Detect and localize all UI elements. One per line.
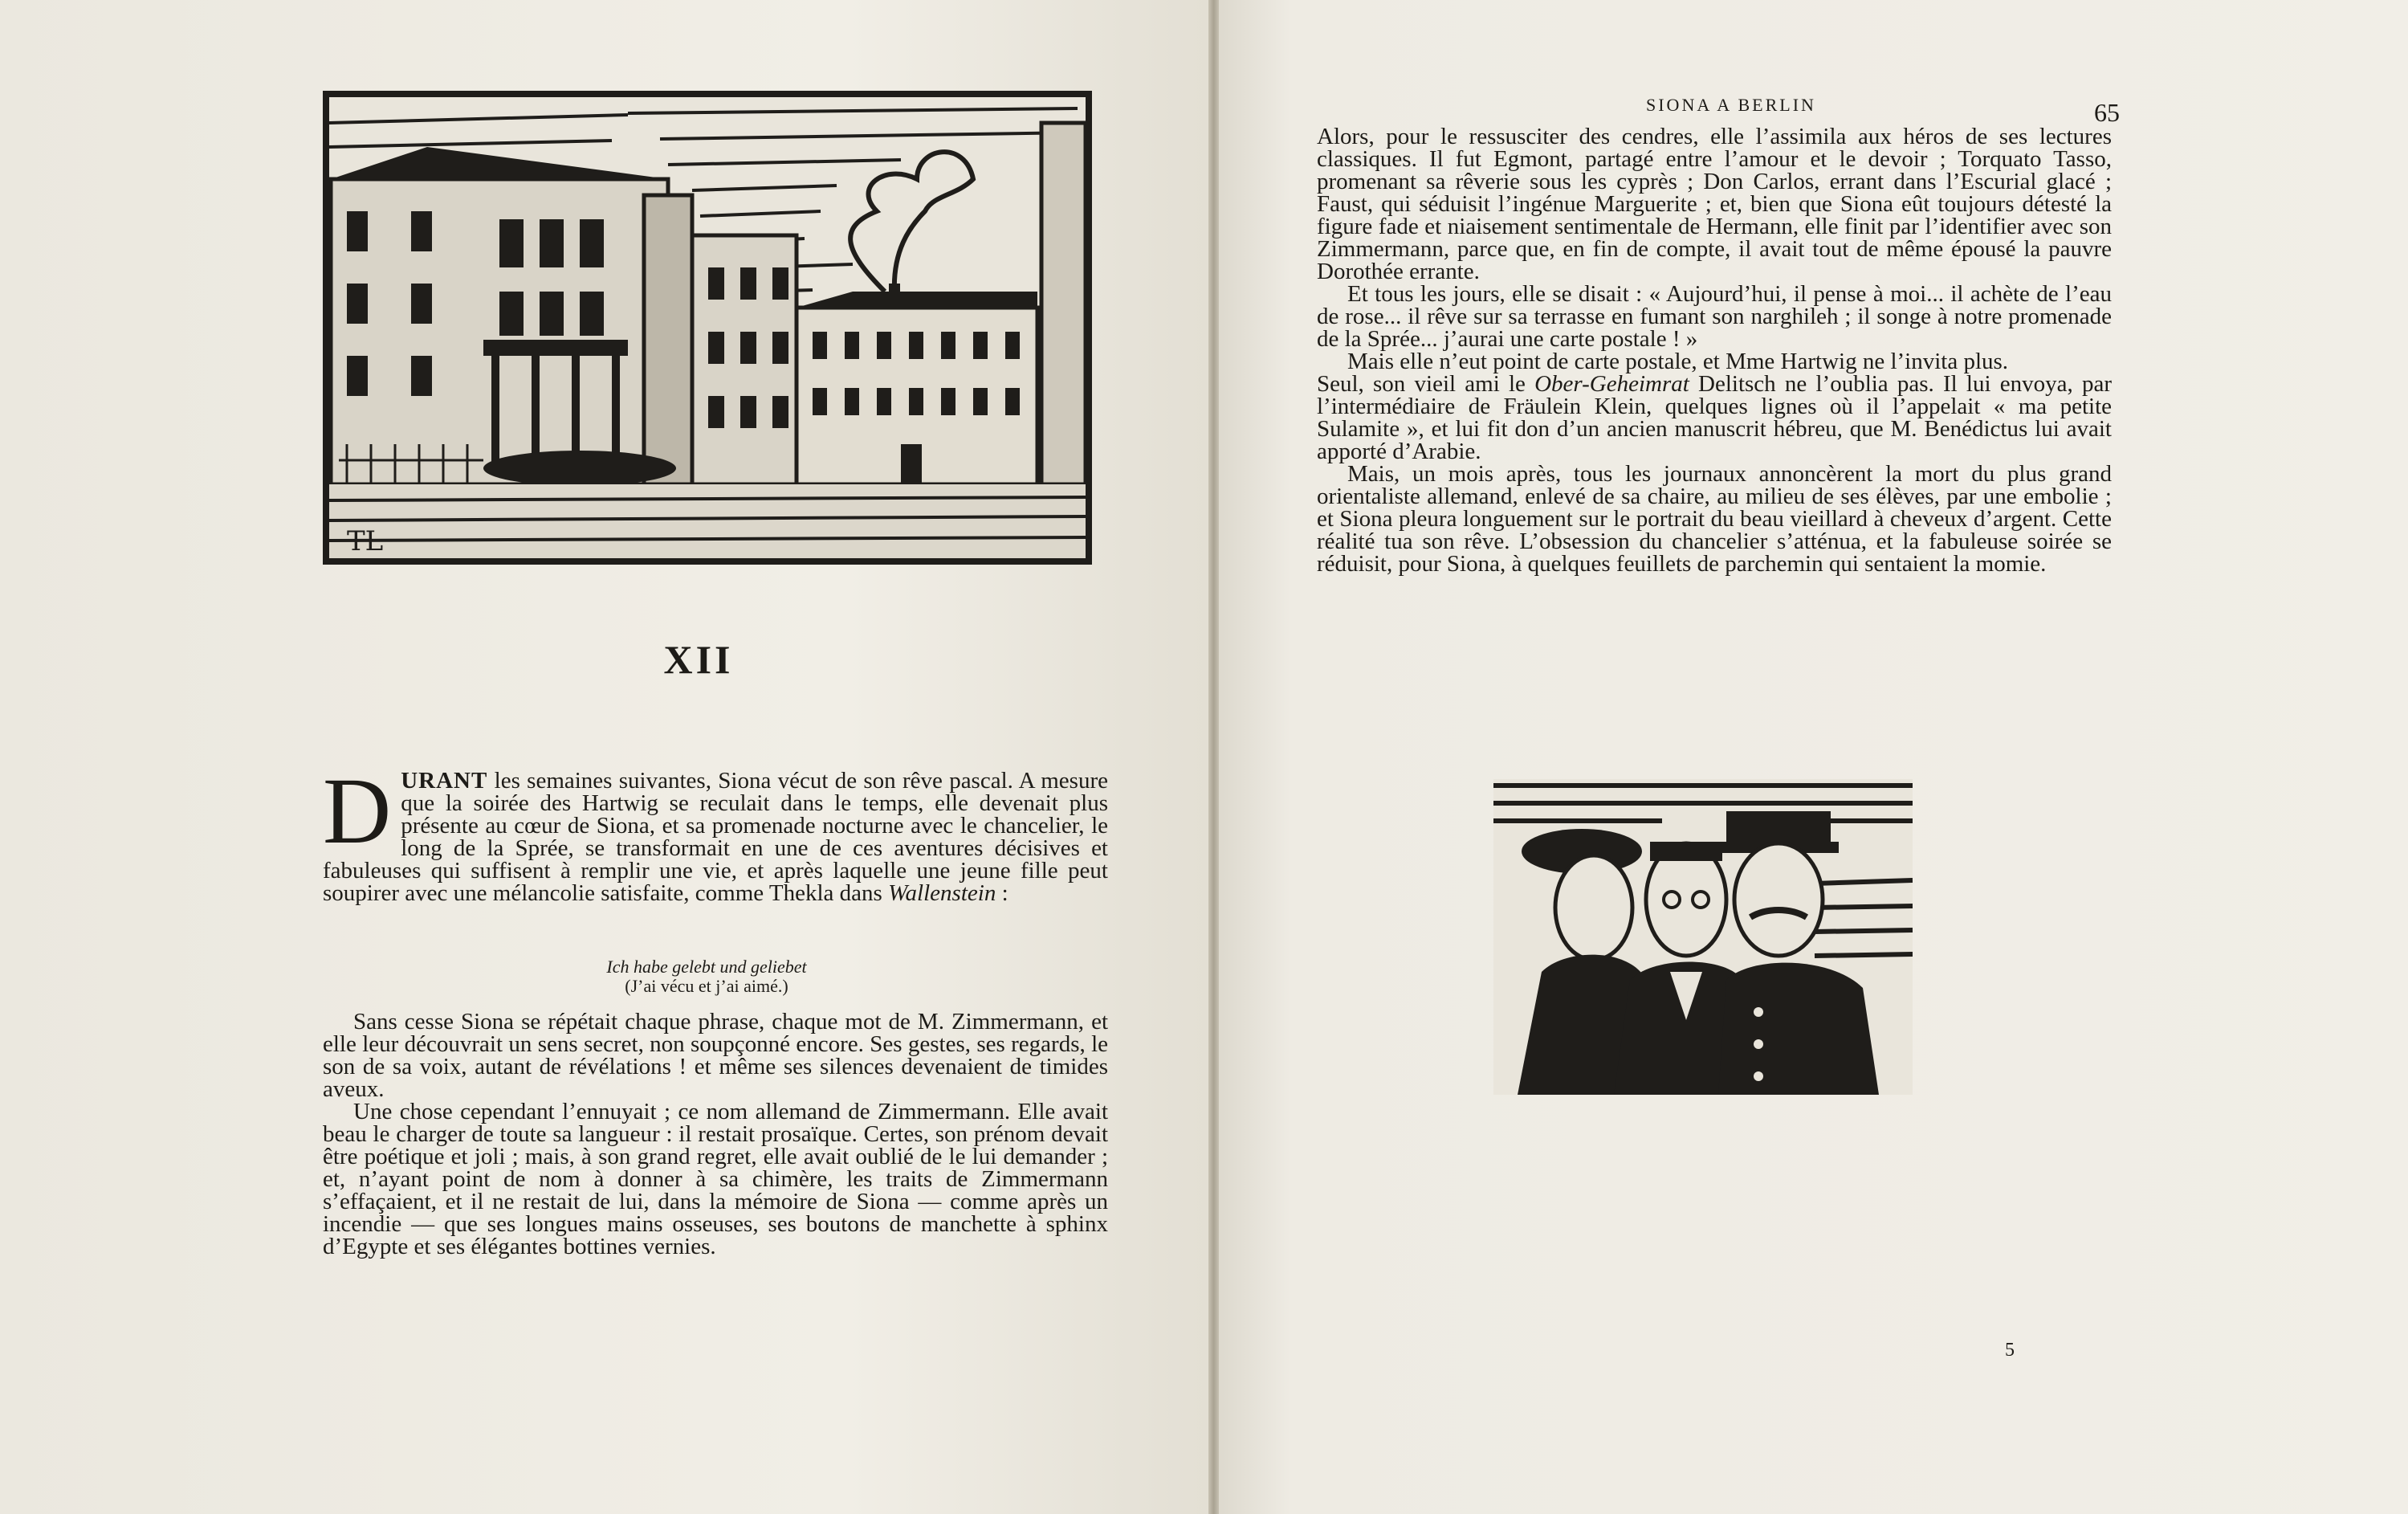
work-title: Wallenstein [888, 880, 996, 906]
opening-text: les semaines suivantes, Siona vécut de son rêve pascal. A mesure que la soirée des Hartwig se reculait dans le temps, elle devenait plus présente au cœur de Siona, et sa promenade nocturne avec le chancelier, le long de la Sprée, se transformait en une de ces aventures décisives et fabuleuses qui suffisent à remplir une vie, et après laquelle une jeune fille peut soupirer avec une mélancolie satisfaite, comme Thekla dans [323, 768, 1108, 906]
italic-title: Ober-Geheimrat [1534, 371, 1689, 397]
verse-quote [562, 957, 851, 996]
paragraph: Mais elle n’eut point de carte postale, et Mme Hartwig ne l’invita plus. [1347, 349, 2009, 374]
woodcut-monogram: TL [347, 525, 384, 557]
left-body-text [323, 1010, 1108, 1258]
paragraph: Mais, un mois après, tous les journaux annoncèrent la mort du plus grand orientaliste allemand, enlevé de sa chaire, au milieu de ses élèves, par une embolie ; et Siona pleura longuement sur le portrait du beau vieillard à cheveux d’argent. Cette réalité tua son rêve. L’obsession du chancelier s’atténua, et la fabuleuse soirée se réduisit, pour Siona, à quelques feuillets de parchemin qui sentaient la momie. [1317, 461, 2112, 577]
quote-german: Ich habe gelebt und geliebet [606, 957, 807, 977]
right-body-text [1317, 125, 2112, 575]
text-run: Delitsch ne l’oublia pas. Il lui envoya, par l’intermédiaire de Fräulein Klein, quelques lignes où il l’appelait « ma petite Sulamite », et lui fit don d’un ancien manuscrit hébreu, que M. Benédictus lui avait apporté d’Arabie. [1317, 371, 2112, 464]
signature-mark: 5 [2005, 1340, 2015, 1361]
woodcut-figures-icon [1493, 779, 1913, 1095]
text-run: Seul, son vieil ami le [1317, 371, 1535, 397]
drop-cap: D [323, 758, 392, 863]
opening-end: : [996, 880, 1008, 906]
quote-french: (J’ai vécu et j’ai aimé.) [625, 976, 788, 996]
woodcut-building-icon [323, 91, 1092, 565]
lead-smallcaps: URANT [401, 768, 488, 794]
chapter-opening-paragraph [323, 758, 1108, 906]
paragraph: Sans cesse Siona se répétait chaque phrase, chaque mot de M. Zimmermann, et elle leur découvrait un sens secret, non soupçonné encore. Ses gestes, ses regards, le son de sa voix, autant de révélations ! et même ses silences devenaient de timides aveux. [323, 1009, 1108, 1102]
paragraph: Et tous les jours, elle se disait : « Aujourd’hui, il pense à moi... il achète de l’eau de rose... il rêve sur sa terrasse en fumant son narghileh ; il songe à notre promenade de la Sprée... j’aurai une carte postale ! » [1317, 281, 2112, 352]
chapter-number: XII [663, 637, 734, 682]
paragraph: Une chose cependant l’ennuyait ; ce nom allemand de Zimmermann. Elle avait beau le charger de toute sa langueur : il restait prosaïque. Certes, son prénom devait être poétique et joli ; mais, à son grand regret, elle avait oublié de le lui demander ; et, n’ayant point de nom à donner à sa chimère, les traits de Zimmermann s’effaçaient, et il ne restait de lui, dans la mémoire de Siona — comme après un incendie — que ses longues mains osseuses, ses boutons de manchette à sphinx d’Egypte et ses élégantes bottines vernies. [323, 1099, 1108, 1259]
paragraph [1317, 373, 2112, 463]
paragraph: Alors, pour le ressusciter des cendres, elle l’assimila aux héros de ses lectures classiques. Il fut Egmont, partagé entre l’amour et le devoir ; Torquato Tasso, promenant sa rêverie sous les cyprès ; Don Carlos, errant dans l’Escurial glacé ; Faust, qui séduisit l’ingénue Marguerite ; et, bien que Siona eût toujours détesté la figure fade et niaisement sentimentale de Hermann, elle finit par l’identifier avec son Zimmermann, parce que, en fin de compte, il avait tout de même épousé la pauvre Dorothée errante. [1317, 124, 2112, 284]
book-gutter [1208, 0, 1219, 1514]
running-head: SIONA A BERLIN [1646, 95, 1816, 115]
page-number: 65 [2094, 98, 2120, 127]
